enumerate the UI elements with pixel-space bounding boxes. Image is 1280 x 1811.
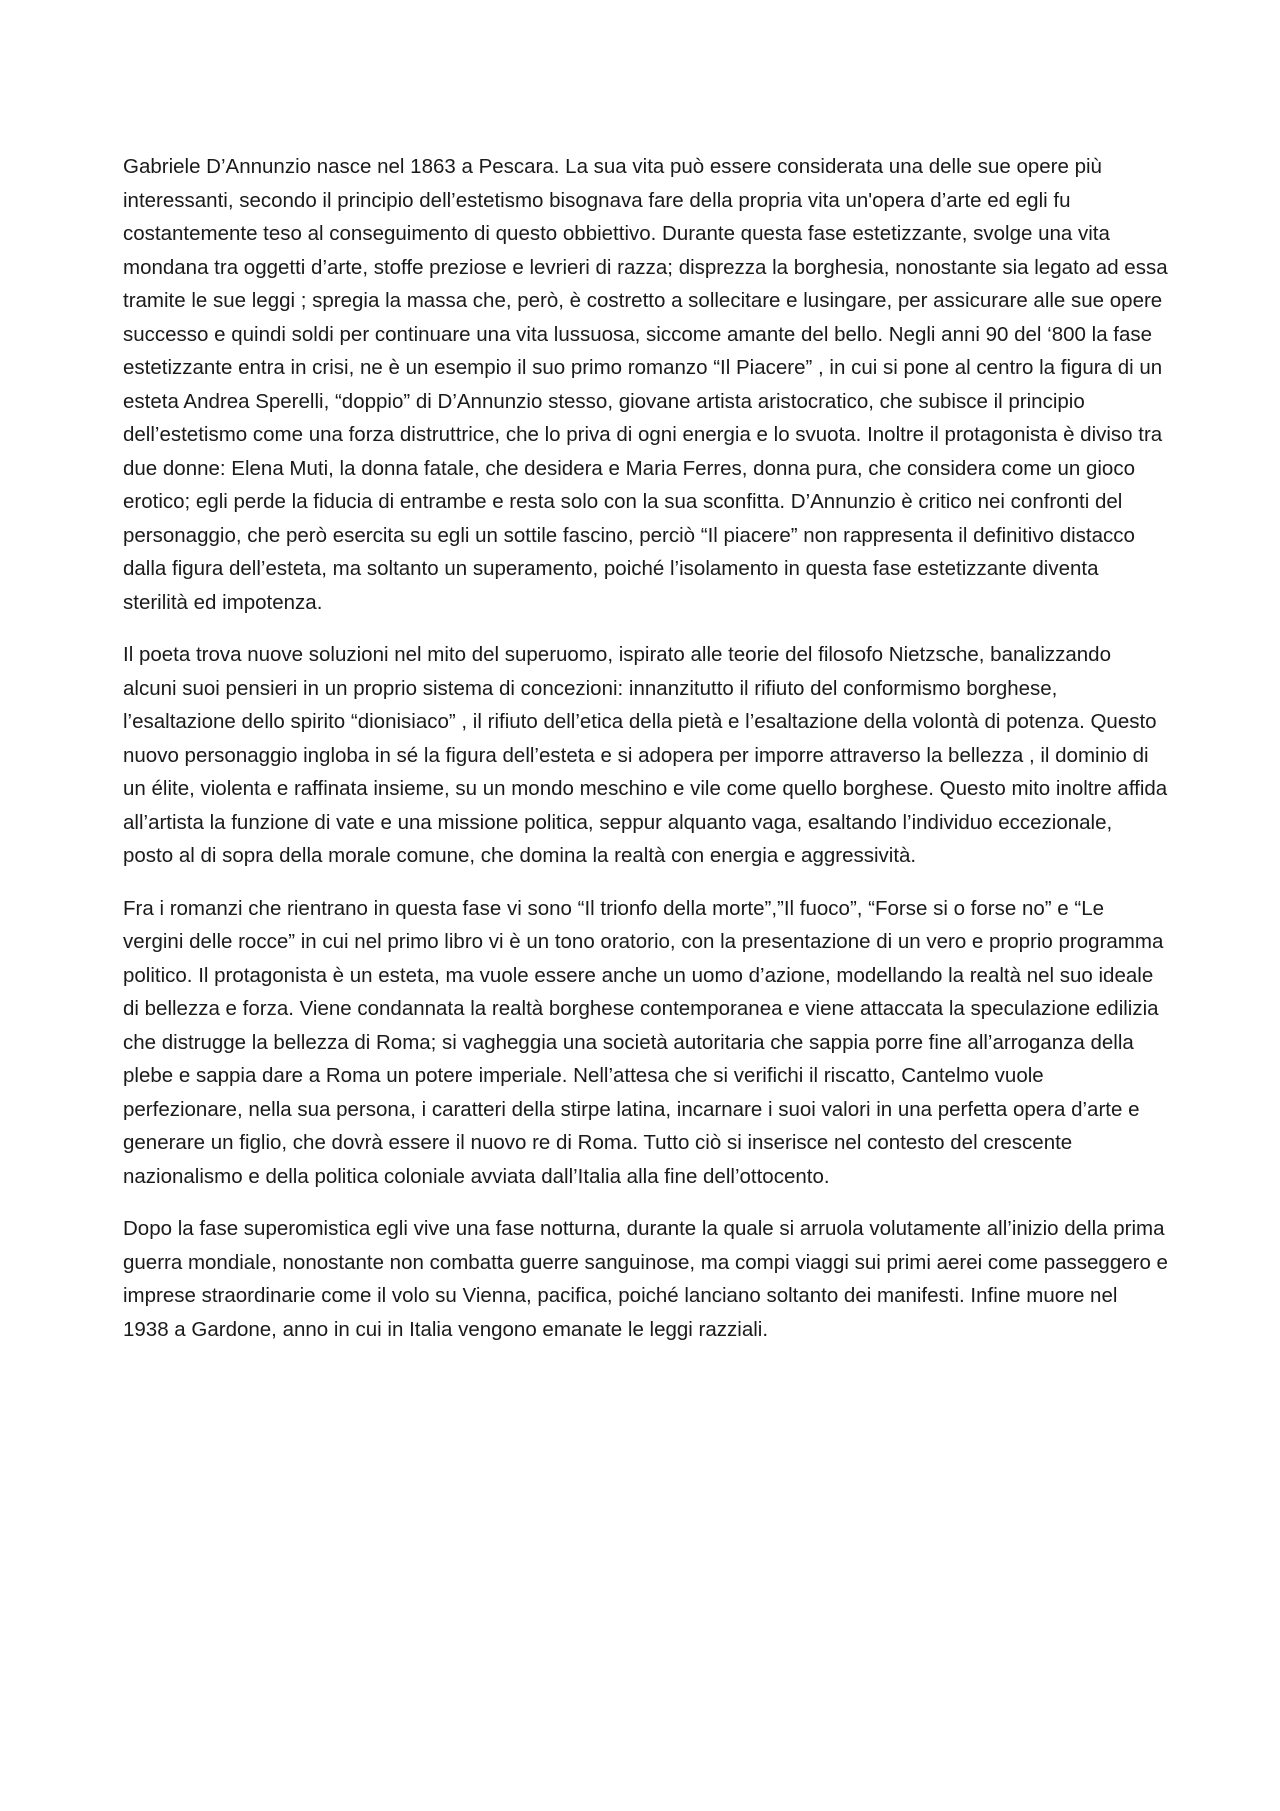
paragraph-biography-estetismo: Gabriele D’Annunzio nasce nel 1863 a Pescara. La sua vita può essere considerata una delle sue opere più interessanti, secondo il principio dell’estetismo bisognava fare della propria vita un'opera d’arte ed egli fu costantemente teso al conseguimento di questo obbiettivo. Durante questa fase estetizzante, svolge una vita mondana tra oggetti d’arte, stoffe preziose e levrieri di razza; disprezza la borghesia, nonostante sia legato ad essa tramite le sue leggi ; spregia la massa che, però, è costretto a sollecitare e lusingare, per assicurare alle sue opere successo e quindi soldi per continuare una vita lussuosa, siccome amante del bello. Negli anni 90 del ‘800 la fase estetizzante entra in crisi, ne è un esempio il suo primo romanzo “Il Piacere” , in cui si pone al centro la figura di un esteta Andrea Sperelli, “doppio” di D’Annunzio stesso, giovane artista aristocratico, che subisce il principio dell’estetismo come una forza distruttrice, che lo priva di ogni energia e lo svuota. Inoltre il protagonista è diviso tra due donne: Elena Muti, la donna fatale, che desidera e Maria Ferres, donna pura, che considera come un gioco erotico; egli perde la fiducia di entrambe e resta solo con la sua sconfitta. D’Annunzio è critico nei confronti del personaggio, che però esercita su egli un sottile fascino, perciò “Il piacere” non rappresenta il definitivo distacco dalla figura dell’esteta, ma soltanto un superamento, poiché l’isolamento in questa fase estetizzante diventa sterilità ed impotenza. [123, 155, 1168, 614]
document-body [123, 150, 1168, 1365]
paragraph-fase-notturna: Dopo la fase superomistica egli vive una fase notturna, durante la quale si arruola volutamente all’inizio della prima guerra mondiale, nonostante non combatta guerre sanguinose, ma compi viaggi sui primi aerei come passeggero e imprese straordinarie come il volo su Vienna, pacifica, poiché lanciano soltanto dei manifesti. Infine muore nel 1938 a Gardone, anno in cui in Italia vengono emanate le leggi razziali. [123, 1217, 1168, 1341]
paragraph-superuomo: Il poeta trova nuove soluzioni nel mito del superuomo, ispirato alle teorie del filosofo Nietzsche, banalizzando alcuni suoi pensieri in un proprio sistema di concezioni: innanzitutto il rifiuto del conformismo borghese, l’esaltazione dello spirito “dionisiaco” , il rifiuto dell’etica della pietà e l’esaltazione della volontà di potenza. Questo nuovo personaggio ingloba in sé la figura dell’esteta e si adopera per imporre attraverso la bellezza , il dominio di un élite, violenta e raffinata insieme, su un mondo meschino e vile come quello borghese. Questo mito inoltre affida all’artista la funzione di vate e una missione politica, seppur alquanto vaga, esaltando l’individuo eccezionale, posto al di sopra della morale comune, che domina la realtà con energia e aggressività. [123, 643, 1168, 867]
paragraph-romanzi: Fra i romanzi che rientrano in questa fase vi sono “Il trionfo della morte”,”Il fuoco”, “Forse si o forse no” e “Le vergini delle rocce” in cui nel primo libro vi è un tono oratorio, con la presentazione di un vero e proprio programma politico. Il protagonista è un esteta, ma vuole essere anche un uomo d’azione, modellando la realtà nel suo ideale di bellezza e forza. Viene condannata la realtà borghese contemporanea e viene attaccata la speculazione edilizia che distrugge la bellezza di Roma; si vagheggia una società autoritaria che sappia porre fine all’arroganza della plebe e sappia dare a Roma un potere imperiale. Nell’attesa che si verifichi il riscatto, Cantelmo vuole perfezionare, nella sua persona, i caratteri della stirpe latina, incarnare i suoi valori in una perfetta opera d’arte e generare un figlio, che dovrà essere il nuovo re di Roma. Tutto ciò si inserisce nel contesto del crescente nazionalismo e della politica coloniale avviata dall’Italia alla fine dell’ottocento. [123, 896, 1164, 1188]
